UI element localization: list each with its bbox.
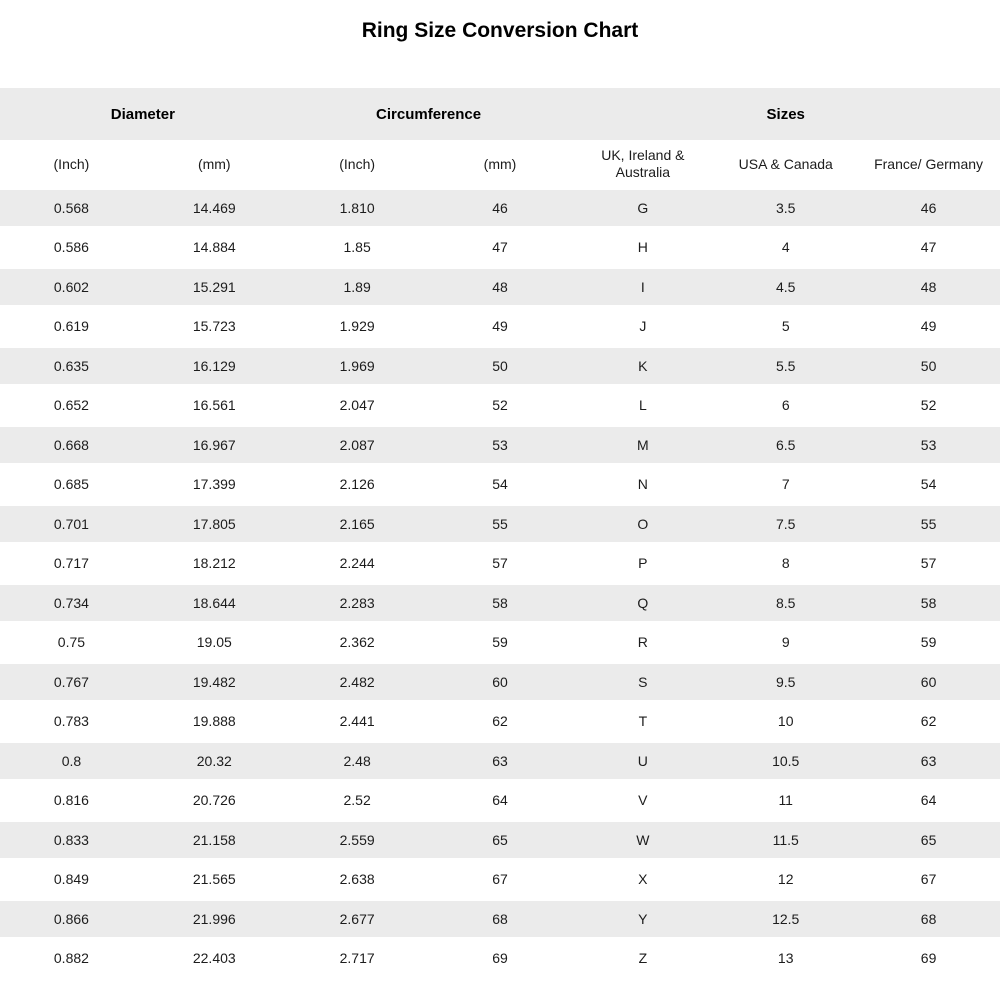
table-cell: 53 [492,436,508,453]
table-cell: 0.833 [53,831,89,848]
table-cell: 4 [781,239,790,256]
table-cell: 0.783 [53,713,89,730]
table-cell: 0.849 [53,871,89,888]
table-cell: 8 [781,555,790,572]
table-cell: 15.723 [192,318,236,335]
table-cell: 0.652 [53,397,89,414]
table-cell: K [638,357,648,374]
table-cell: 0.75 [57,634,86,651]
table-cell: 1.810 [339,199,375,216]
table-row [0,583,1000,623]
column-header-row [0,140,1000,188]
table-cell: T [638,713,648,730]
table-cell: 5.5 [775,357,796,374]
table-cell: V [638,792,648,809]
table-cell: 55 [492,515,508,532]
table-row [0,544,1000,584]
table-cell: 53 [920,436,937,453]
table-cell: I [640,278,645,295]
table-cell: 65 [492,831,508,848]
table-cell: 19.05 [196,634,232,651]
table-row [0,188,1000,228]
table-cell: 10 [777,713,794,730]
table-cell: 63 [492,752,508,769]
table-cell: 13 [777,950,794,967]
table-cell: 64 [492,792,508,809]
table-cell: 2.559 [339,831,375,848]
table-cell: Z [638,950,648,967]
column-group-circumference: Circumference [376,105,482,123]
table-cell: 20.32 [196,752,232,769]
table-cell: 0.619 [53,318,89,335]
table-cell: 46 [920,199,937,216]
table-cell: 6.5 [775,436,796,453]
table-cell: 50 [920,357,937,374]
table-cell: 21.996 [192,910,236,927]
table-cell: 9.5 [775,673,796,690]
table-cell: 49 [492,318,508,335]
table-cell: 1.929 [339,318,375,335]
column-header-france-germany: France/ Germany [874,155,984,172]
table-cell: 19.482 [192,673,236,690]
column-header-circumference-mm: (mm) [483,155,517,172]
table-row [0,860,1000,900]
table-row [0,820,1000,860]
table-cell: 0.866 [53,910,89,927]
table-cell: 69 [492,950,508,967]
table-cell: 62 [920,713,937,730]
table-row [0,267,1000,307]
table-cell: 2.717 [339,950,375,967]
table-cell: 2.441 [339,713,375,730]
table-cell: 55 [920,515,937,532]
table-cell: 48 [920,278,937,295]
table-cell: 2.362 [339,634,375,651]
table-cell: 2.047 [339,397,375,414]
table-cell: 46 [492,199,508,216]
table-cell: 0.586 [53,239,89,256]
table-cell: 68 [492,910,508,927]
table-cell: W [636,831,650,848]
column-group-diameter: Diameter [110,105,175,123]
table-cell: 18.644 [192,594,236,611]
table-cell: 17.399 [192,476,236,493]
table-cell: 2.638 [339,871,375,888]
table-cell: P [638,555,648,572]
table-cell: 4.5 [775,278,796,295]
table-cell: 11 [778,792,793,809]
table-row [0,741,1000,781]
column-header-usa-canada: USA & Canada [738,155,833,172]
table-cell: 0.816 [53,792,89,809]
table-cell: 69 [920,950,937,967]
table-cell: 22.403 [192,950,236,967]
table-cell: 67 [492,871,508,888]
table-cell: 9 [781,634,790,651]
table-cell: 1.85 [343,239,371,256]
table-row [0,228,1000,268]
table-cell: 19.888 [192,713,236,730]
table-row [0,504,1000,544]
table-cell: 12.5 [772,910,800,927]
table-cell: 20.726 [192,792,236,809]
table-cell: 0.767 [53,673,89,690]
table-cell: 1.969 [339,357,375,374]
table-cell: 59 [492,634,508,651]
table-cell: 0.635 [53,357,89,374]
table-cell: L [638,397,647,414]
table-cell: 7 [781,476,790,493]
table-cell: 0.717 [53,555,89,572]
table-cell: 2.165 [339,515,375,532]
table-cell: 54 [920,476,937,493]
column-header-diameter-inch: (Inch) [53,155,90,172]
table-row [0,425,1000,465]
table-cell: X [638,871,648,888]
table-cell: 57 [492,555,508,572]
table-cell: 14.469 [192,199,236,216]
table-cell: 60 [492,673,508,690]
table-cell: 21.565 [192,871,236,888]
table-cell: 14.884 [192,239,236,256]
table-cell: 16.561 [192,397,236,414]
table-cell: 2.482 [339,673,375,690]
table-row [0,623,1000,663]
table-cell: 52 [492,397,508,414]
table-cell: 0.8 [61,752,82,769]
table-cell: 18.212 [192,555,236,572]
table-cell: 2.283 [339,594,375,611]
table-row [0,702,1000,742]
table-row [0,939,1000,979]
table-cell: 60 [920,673,937,690]
table-cell: 21.158 [192,831,236,848]
table-row [0,781,1000,821]
table-cell: H [637,239,648,256]
table-cell: 67 [920,871,937,888]
table-row [0,307,1000,347]
table-cell: 0.602 [53,278,89,295]
column-group-header-row [0,88,1000,140]
column-group-sizes: Sizes [766,105,805,123]
table-cell: J [639,318,647,335]
table-cell: 2.087 [339,436,375,453]
table-cell: 49 [920,318,937,335]
table-cell: 57 [920,555,937,572]
table-cell: M [637,436,649,453]
table-cell: 2.244 [339,555,375,572]
table-cell: 52 [920,397,937,414]
table-cell: 12 [777,871,794,888]
table-cell: 11.5 [772,831,799,848]
table-cell: 2.52 [343,792,371,809]
table-cell: 63 [920,752,937,769]
table-row [0,899,1000,939]
table-cell: U [637,752,648,769]
table-cell: N [637,476,648,493]
table-cell: 3.5 [775,199,796,216]
table-cell: 68 [920,910,937,927]
column-header-uk-ireland-australia: UK, Ireland & Australia [601,147,685,180]
table-cell: 54 [492,476,508,493]
table-cell: G [637,199,649,216]
table-cell: 59 [920,634,937,651]
table-cell: 58 [920,594,937,611]
table-cell: R [637,634,648,651]
table-cell: 0.568 [53,199,89,216]
table-cell: 64 [920,792,937,809]
table-cell: 10.5 [772,752,800,769]
table-row [0,662,1000,702]
table-cell: 58 [492,594,508,611]
table-cell: Y [638,910,648,927]
table-cell: 0.734 [53,594,89,611]
table-cell: 5 [781,318,790,335]
table-cell: 47 [492,239,508,256]
column-header-circumference-inch: (Inch) [339,155,376,172]
table-cell: 1.89 [343,278,371,295]
table-cell: 0.882 [53,950,89,967]
table-cell: 15.291 [192,278,236,295]
table-cell: 6 [781,397,790,414]
page-title: Ring Size Conversion Chart [361,19,639,42]
table-row [0,346,1000,386]
table-cell: 65 [920,831,937,848]
table-cell: 16.129 [192,357,236,374]
table-cell: 2.126 [339,476,375,493]
table-cell: 50 [492,357,508,374]
table-body [0,188,1000,978]
table-cell: Q [637,594,649,611]
table-row [0,386,1000,426]
table-cell: 47 [920,239,937,256]
table-cell: 17.805 [192,515,236,532]
table-cell: 2.677 [339,910,375,927]
table-cell: 16.967 [192,436,236,453]
table-row [0,465,1000,505]
table-cell: 8.5 [775,594,796,611]
table-cell: 7.5 [775,515,796,532]
table-cell: S [638,673,648,690]
table-cell: 48 [492,278,508,295]
table-cell: 0.668 [53,436,89,453]
ring-size-conversion-table [0,88,1000,978]
table-cell: O [637,515,649,532]
table-cell: 0.701 [53,515,89,532]
table-cell: 0.685 [53,476,89,493]
column-header-diameter-mm: (mm) [197,155,231,172]
table-cell: 2.48 [343,752,371,769]
table-cell: 62 [492,713,508,730]
